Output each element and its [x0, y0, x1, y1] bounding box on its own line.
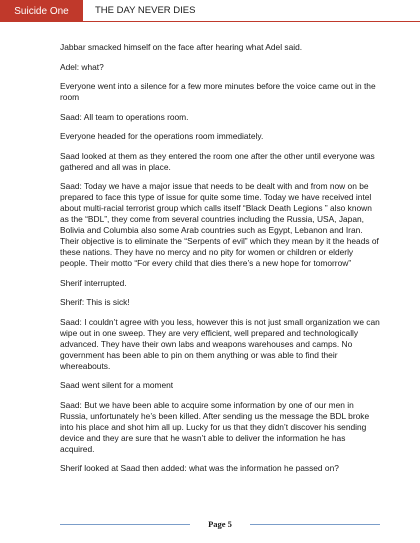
paragraph: Saad: But we have been able to acquire some information by one of our men in Russia, unfortunately he’s been killed. After sending us the message the BDL broke into his place and shot him all up. Lucky for us that they didn’t discover his sending device and they are sure that he wasn’t able to deliver the information he has acquired. — [60, 399, 370, 454]
paragraph: Everyone headed for the operations room immediately. — [60, 131, 264, 141]
series-title: Suicide One — [0, 0, 83, 22]
paragraph: Saad: Today we have a major issue that needs to be dealt with and from now on be prepared to face this type of issue for quite some time. Today we have received intel about multi-racial terrorist group which calls itself “Black Death Legions ” also known as the “BDL”, they come from several countries including the Russia, USA, Japan, Bolivia and Columbia also some Arab countries such as Egypt, Lebanon and Iran. Their objective is to eliminate the “Serpents of evil” which they mean by it the heads of these nations. They have no mercy and no pity for women or children or elderly people. Their motto “For every child that dies there’s a new hope for tomorrow” — [60, 181, 379, 268]
paragraph: Saad looked at them as they entered the room one after the other until everyone was gathered and all was in place. — [60, 150, 375, 172]
page-header — [0, 0, 420, 22]
paragraph: Jabbar smacked himself on the face after hearing what Adel said. — [60, 42, 303, 52]
paragraph: Saad went silent for a moment — [60, 380, 174, 390]
page-number: Page 5 — [208, 519, 232, 529]
paragraph: Sherif interrupted. — [60, 277, 127, 288]
paragraph: Sherif looked at Saad then added: what was the information he passed on? — [60, 463, 339, 473]
paragraph: Saad: All team to operations room. — [60, 111, 189, 122]
paragraph: Everyone went into a silence for a few more minutes before the voice came out in the room — [60, 81, 376, 102]
page-footer — [60, 519, 380, 529]
paragraph: Saad: I couldn’t agree with you less, however this is not just small organization we can wipe out in one sweep. They are very efficient, well prepared and technologically advanced. They have their own labs and weapons warehouses and camps. No government has been able to pin on them anything or was able to find their whereabouts. — [60, 316, 380, 371]
document-body — [60, 42, 380, 483]
paragraph: Sherif: This is sick! — [60, 297, 130, 307]
chapter-title: THE DAY NEVER DIES — [83, 0, 420, 22]
paragraph: Adel: what? — [60, 61, 104, 72]
footer-rule-right — [250, 524, 380, 525]
footer-rule-left — [60, 524, 190, 525]
